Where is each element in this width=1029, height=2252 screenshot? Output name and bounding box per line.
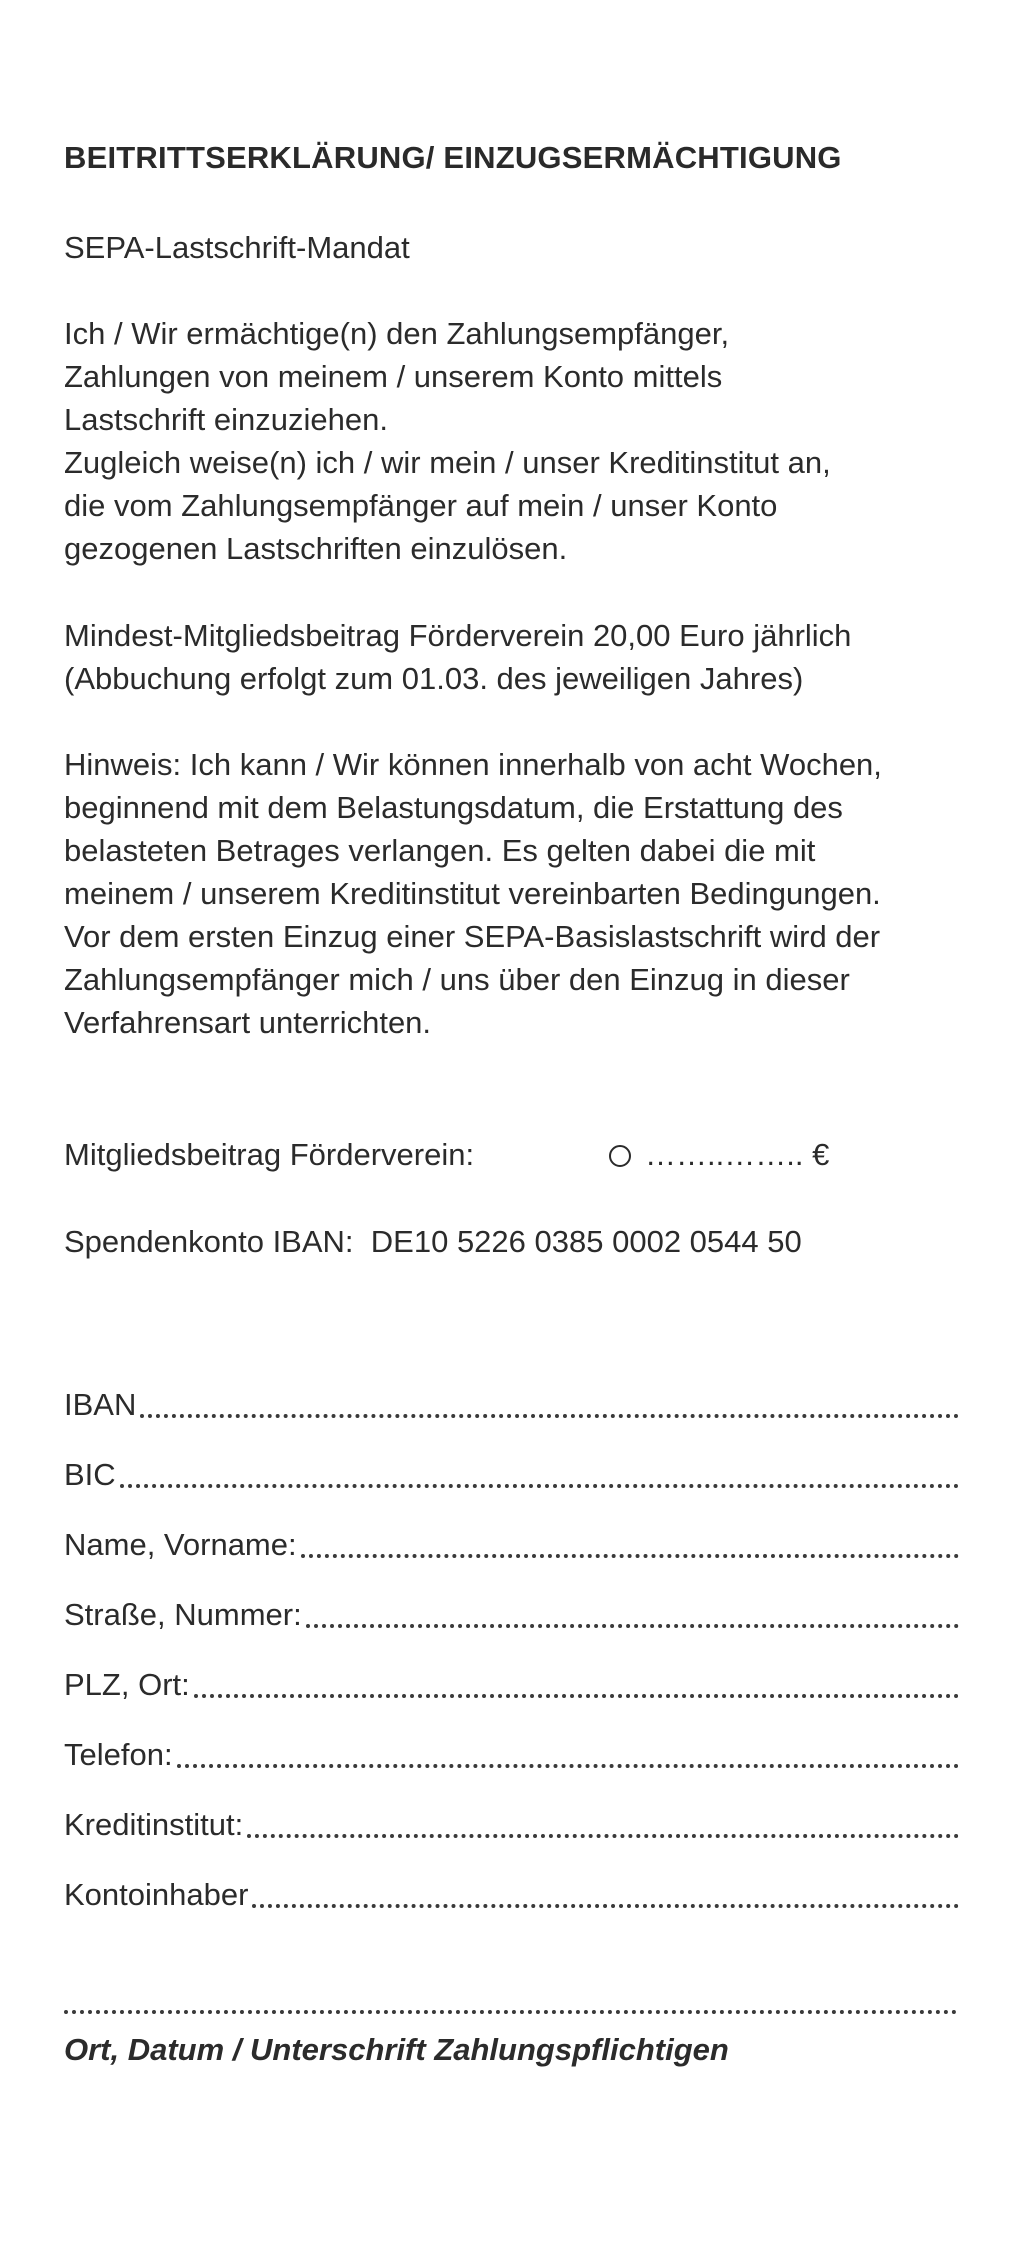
notice-line: Verfahrensart unterrichten.	[64, 1005, 432, 1040]
account-holder-field-label: Kontoinhaber	[64, 1877, 249, 1912]
notice-line: beginnend mit dem Belastungsdatum, die Erstattung des	[64, 790, 843, 825]
donation-account-row	[64, 1220, 802, 1263]
notice-line: Hinweis: Ich kann / Wir können innerhalb von acht Wochen,	[64, 747, 882, 782]
bank-field-line[interactable]	[247, 1804, 959, 1838]
notice-line: Vor dem ersten Einzug einer SEPA-Basislastschrift wird der	[64, 919, 881, 954]
membership-fee-label: Mitgliedsbeitrag Förderverein:	[64, 1137, 475, 1172]
signature-line[interactable]	[64, 2006, 957, 2014]
donation-account-iban: DE10 5226 0385 0002 0544 50	[370, 1224, 802, 1259]
mandate-line: Zugleich weise(n) ich / wir mein / unser Kreditinstitut an,	[64, 445, 831, 480]
fee-line: Mindest-Mitgliedsbeitrag Förderverein 20,00 Euro jährlich	[64, 618, 852, 653]
iban-field-line[interactable]	[140, 1384, 959, 1418]
notice-paragraph	[64, 743, 984, 1044]
notice-line: meinem / unserem Kreditinstitut vereinbarten Bedingungen.	[64, 876, 881, 911]
bank-field[interactable]	[64, 1803, 959, 1846]
notice-line: belasteten Betrages verlangen. Es gelten dabei die mit	[64, 833, 816, 868]
donation-account-label: Spendenkonto IBAN:	[64, 1224, 354, 1259]
form-subtitle	[64, 226, 984, 269]
mandate-line: gezogenen Lastschriften einzulösen.	[64, 531, 568, 566]
zip-city-field-label: PLZ, Ort:	[64, 1667, 190, 1702]
phone-field-label: Telefon:	[64, 1737, 173, 1772]
name-field-line[interactable]	[301, 1524, 959, 1558]
iban-field-label: IBAN	[64, 1387, 137, 1422]
membership-fee-amount-field[interactable]: ……..…….. €	[645, 1137, 830, 1172]
phone-field-line[interactable]	[177, 1734, 959, 1768]
membership-fee-radio[interactable]	[609, 1145, 631, 1167]
mandate-form	[64, 0, 974, 2252]
street-field-label: Straße, Nummer:	[64, 1597, 302, 1632]
name-field-label: Name, Vorname:	[64, 1527, 297, 1562]
zip-city-field[interactable]	[64, 1663, 959, 1706]
mandate-line: Zahlungen von meinem / unserem Konto mittels	[64, 359, 723, 394]
mandate-line: die vom Zahlungsempfänger auf mein / unser Konto	[64, 488, 778, 523]
phone-field[interactable]	[64, 1733, 959, 1776]
mandate-line: Lastschrift einzuziehen.	[64, 402, 388, 437]
bic-field-line[interactable]	[120, 1454, 959, 1488]
notice-line: Zahlungsempfänger mich / uns über den Einzug in dieser	[64, 962, 850, 997]
fee-line: (Abbuchung erfolgt zum 01.03. des jeweiligen Jahres)	[64, 661, 804, 696]
mandate-paragraph	[64, 312, 984, 570]
bank-field-label: Kreditinstitut:	[64, 1807, 244, 1842]
bic-field-label: BIC	[64, 1457, 116, 1492]
account-holder-field-line[interactable]	[252, 1874, 959, 1908]
mandate-line: Ich / Wir ermächtige(n) den Zahlungsempfänger,	[64, 316, 730, 351]
signature-caption: Ort, Datum / Unterschrift Zahlungspflichtigen	[64, 2032, 729, 2067]
form-title: BEITRITTSERKLÄRUNG/ EINZUGSERMÄCHTIGUNG	[64, 140, 842, 175]
street-field-line[interactable]	[306, 1594, 959, 1628]
name-field[interactable]	[64, 1523, 959, 1566]
zip-city-field-line[interactable]	[194, 1664, 959, 1698]
membership-fee-row	[64, 1133, 964, 1176]
street-field[interactable]	[64, 1593, 959, 1636]
iban-field[interactable]	[64, 1383, 959, 1426]
fee-paragraph	[64, 614, 984, 700]
bic-field[interactable]	[64, 1453, 959, 1496]
subtitle-text: SEPA-Lastschrift-Mandat	[64, 230, 410, 265]
account-holder-field[interactable]	[64, 1873, 959, 1916]
